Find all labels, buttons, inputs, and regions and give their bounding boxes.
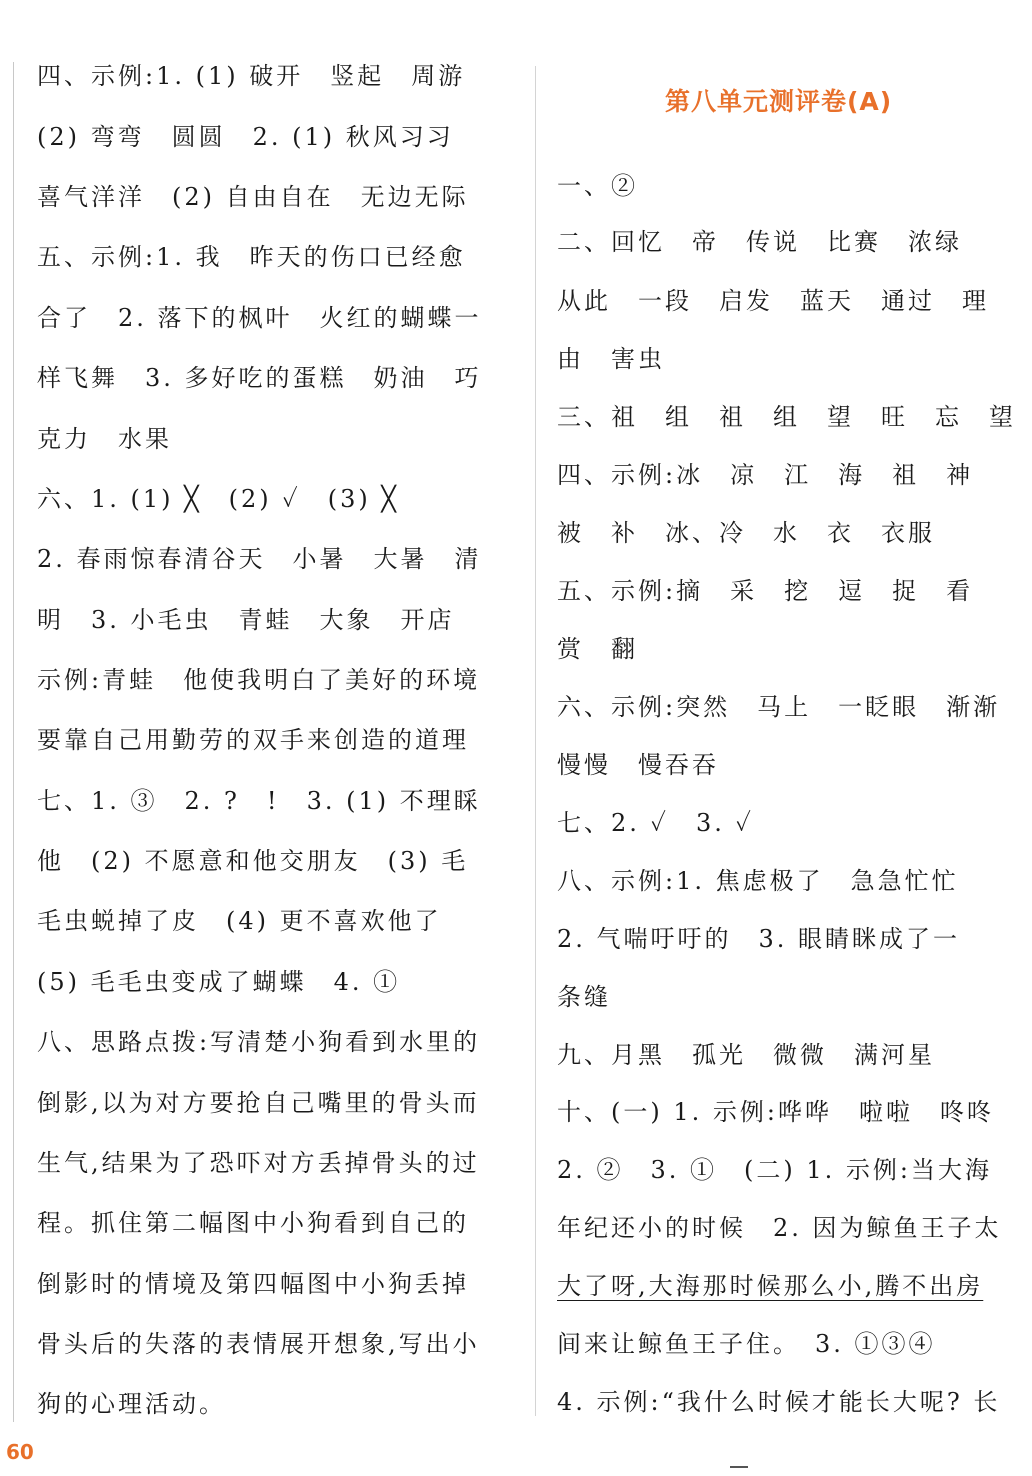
answer-line: 四、示例:1. (1) 破开 竖起 周游 (37, 62, 466, 90)
answer-line: 2. ② 3. ① (二) 1. 示例:当大海 (557, 1156, 993, 1184)
answer-line: 五、示例:1. 我 昨天的伤口已经愈 (37, 243, 466, 271)
answer-line: 从此 一段 启发 蓝天 通过 理 (557, 287, 989, 315)
answer-line: 三、祖 组 祖 组 望 旺 忘 望 (557, 403, 1016, 431)
answer-line: 六、示例:突然 马上 一眨眼 渐渐 (557, 693, 1001, 721)
answer-line: 样飞舞 3. 多好吃的蛋糕 奶油 巧 (37, 364, 482, 392)
answer-line: 2. 气喘吁吁的 3. 眼睛眯成了一 (557, 925, 961, 953)
answer-line: 合了 2. 落下的枫叶 火红的蝴蝶一 (37, 304, 482, 332)
answer-line: (2) 弯弯 圆圆 2. (1) 秋风习习 (37, 123, 454, 151)
answer-line: 七、1. ③ 2. ? ! 3. (1) 不理睬 (37, 787, 481, 815)
answer-line: 五、示例:摘 采 挖 逗 捉 看 (557, 577, 974, 605)
answer-line: 他 (2) 不愿意和他交朋友 (3) 毛 (37, 847, 469, 875)
page-number: 60 (6, 1440, 34, 1464)
answer-line: 喜气洋洋 (2) 自由自在 无边无际 (37, 183, 469, 211)
answer-line: 明 3. 小毛虫 青蛙 大象 开店 (37, 606, 455, 634)
answer-line: 由 害虫 (557, 345, 665, 373)
answer-line: 示例:青蛙 他使我明白了美好的环境 (37, 666, 481, 694)
answer-line: 间来让鲸鱼王子住。 3. ①③④ (557, 1330, 936, 1358)
answer-line: 慢慢 慢吞吞 (557, 751, 719, 779)
unit-test-title: 第八单元测评卷(A) (665, 87, 893, 116)
answer-line: 程。抓住第二幅图中小狗看到自己的 (37, 1209, 469, 1237)
answer-line: 八、思路点拨:写清楚小狗看到水里的 (37, 1028, 481, 1056)
answer-line: 骨头后的失落的表情展开想象,写出小 (37, 1330, 480, 1358)
answer-line: 倒影时的情境及第四幅图中小狗丢掉 (37, 1270, 469, 1298)
margin-line (13, 62, 14, 1422)
answer-line: 要靠自己用勤劳的双手来创造的道理 (37, 726, 469, 754)
answer-line: 倒影,以为对方要抢自己嘴里的骨头而 (37, 1089, 480, 1117)
answer-line: 毛虫蜕掉了皮 (4) 更不喜欢他了 (37, 907, 442, 935)
answer-line: 克力 水果 (37, 425, 172, 453)
answer-line: 4. 示例:“我什么时候才能长大呢? 长 (557, 1388, 1001, 1416)
answer-line: 九、月黑 孤光 微微 满河星 (557, 1041, 935, 1069)
answer-line: 2. 春雨惊春清谷天 小暑 大暑 清 (37, 545, 482, 573)
column-divider (535, 66, 536, 1416)
answer-line: 被 补 冰、冷 水 衣 衣服 (557, 519, 935, 547)
answer-line: 大了呀,大海那时候那么小,腾不出房 (557, 1272, 984, 1300)
answer-line: 六、1. (1) ╳ (2) ✓ (3) ╳ (37, 485, 399, 513)
answer-line: 十、(一) 1. 示例:哗哗 啦啦 咚咚 (557, 1098, 994, 1126)
answer-line: 二、回忆 帝 传说 比赛 浓绿 (557, 228, 962, 256)
footer-mark (730, 1466, 748, 1468)
answer-line: 八、示例:1. 焦虑极了 急急忙忙 (557, 867, 959, 895)
answer-line: 年纪还小的时候 2. 因为鲸鱼王子太 (557, 1214, 1002, 1242)
answer-line: 一、② (557, 172, 638, 200)
answer-line: 四、示例:冰 凉 江 海 祖 神 (557, 461, 974, 489)
answer-line: 生气,结果为了恐吓对方丢掉骨头的过 (37, 1149, 480, 1177)
answer-line: 赏 翻 (557, 635, 638, 663)
answer-line: 狗的心理活动。 (37, 1390, 226, 1418)
answer-line: (5) 毛毛虫变成了蝴蝶 4. ① (37, 968, 401, 996)
answer-line: 条缝 (557, 983, 611, 1011)
answer-line: 七、2. ✓ 3. ✓ (557, 809, 755, 837)
